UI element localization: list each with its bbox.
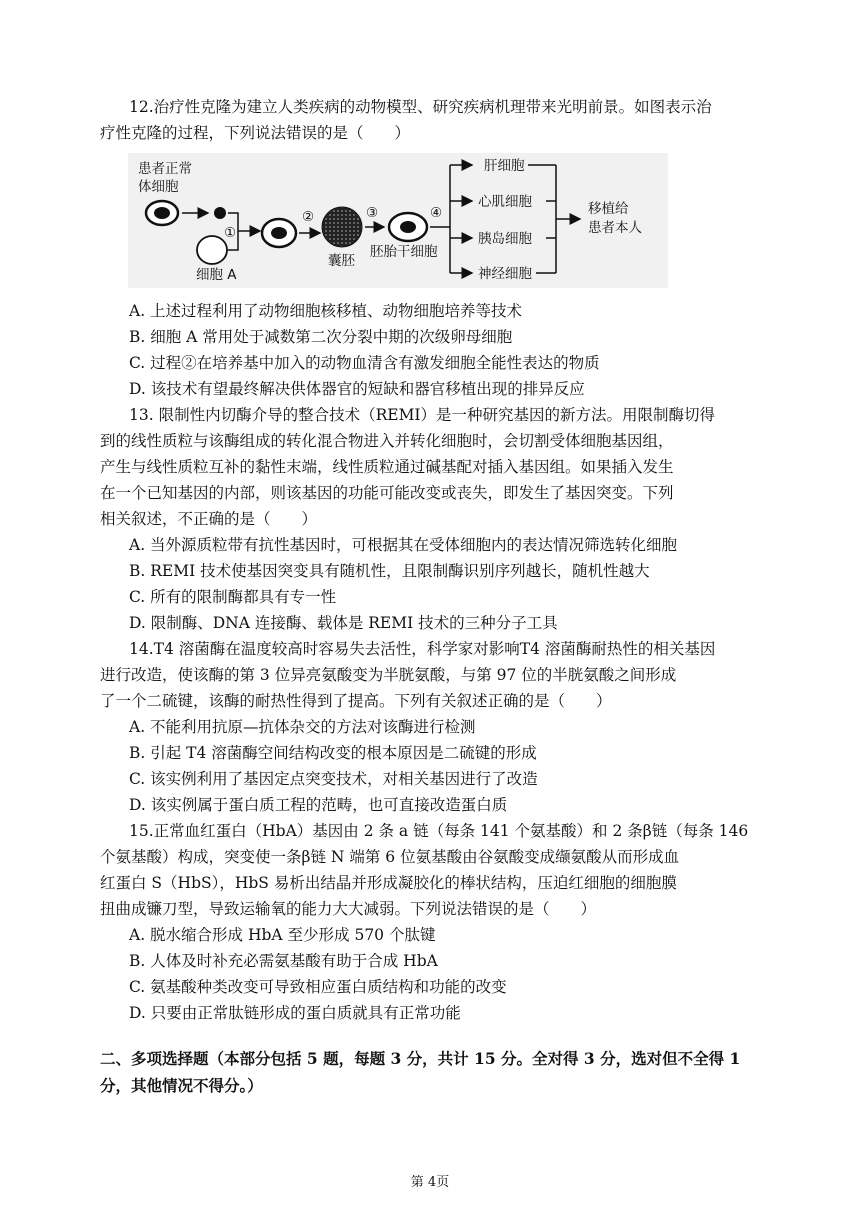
q12-option-b: B. 细胞 A 常用处于减数第二次分裂中期的次级卵母细胞 — [129, 328, 513, 346]
q14-stem-line-3: 了一个二硫键，该酶的耐热性得到了提高。下列有关叙述正确的是（ ） — [100, 692, 612, 710]
embryonic-stem-cell — [389, 213, 427, 241]
donor-label-1: 患者正常 — [138, 161, 192, 177]
donor-label-2: 体细胞 — [138, 179, 179, 195]
q13-option-c: C. 所有的限制酶都具有专一性 — [129, 588, 337, 606]
blastocyst — [322, 207, 362, 247]
donor-nucleus — [214, 207, 226, 219]
q12-option-c: C. 过程②在培养基中加入的动物血清含有激发细胞全能性表达的物质 — [129, 354, 600, 372]
q15-stem-line-3: 红蛋白 S（HbS），HbS 易析出结晶并形成凝胶化的棒状结构，压迫红细胞的细胞膜 — [100, 874, 677, 892]
therapeutic-cloning-diagram — [128, 153, 668, 288]
q13-option-a: A. 当外源质粒带有抗性基因时，可根据其在受体细胞内的表达情况筛选转化细胞 — [129, 536, 678, 554]
q13-stem-line-5: 相关叙述，不正确的是（ ） — [100, 510, 318, 528]
branch-nerve-cell: 神经细胞 — [478, 266, 532, 282]
step-4: ④ — [430, 205, 443, 221]
q15-stem-line-4: 扭曲成镰刀型，导致运输氧的能力大大减弱。下列说法错误的是（ ） — [100, 900, 597, 918]
donor-cell — [146, 201, 178, 225]
q15-option-a: A. 脱水缩合形成 HbA 至少形成 570 个肽键 — [129, 926, 436, 944]
q12-option-a: A. 上述过程利用了动物细胞核移植、动物细胞培养等技术 — [129, 302, 523, 320]
stem-cell-label: 胚胎干细胞 — [370, 244, 438, 260]
q14-option-a: A. 不能利用抗原—抗体杂交的方法对该酶进行检测 — [129, 718, 476, 736]
section-2-heading-line-1: 二、多项选择题（本部分包括 5 题，每题 3 分，共计 15 分。全对得 3 分，选对但不全得 1 — [100, 1049, 741, 1068]
section-2-heading-line-2: 分，其他情况不得分。） — [100, 1076, 263, 1095]
cell-a — [197, 236, 227, 264]
q14-option-b: B. 引起 T4 溶菌酶空间结构改变的根本原因是二硫键的形成 — [129, 744, 537, 762]
q12-stem-line-2: 疗性克隆的过程，下列说法错误的是（ ） — [100, 124, 411, 142]
q15-option-c: C. 氨基酸种类改变可导致相应蛋白质结构和功能的改变 — [129, 978, 507, 996]
step-2: ② — [302, 209, 315, 225]
q12-option-d: D. 该技术有望最终解决供体器官的短缺和器官移植出现的排异反应 — [129, 380, 585, 398]
q15-stem-line-1: 15.正常血红蛋白（HbA）基因由 2 条 a 链（每条 141 个氨基酸）和 2 条β链（每条 146 — [129, 822, 749, 840]
branch-cardiomyocyte: 心肌细胞 — [478, 194, 532, 210]
q14-option-d: D. 该实例属于蛋白质工程的范畴，也可直接改造蛋白质 — [129, 796, 508, 814]
q13-stem-line-4: 在一个已知基因的内部，则该基因的功能可能改变或丧失，即发生了基因突变。下列 — [100, 484, 674, 502]
diagram-svg — [128, 153, 668, 288]
q15-stem-line-2: 个氨基酸）构成，突变使一条β链 N 端第 6 位氨基酸由谷氨酸变成缬氨酸从而形成血 — [100, 848, 680, 866]
q13-stem-line-2: 到的线性质粒与该酶组成的转化混合物进入并转化细胞时，会切割受体细胞基因组， — [100, 432, 674, 450]
reconstructed-cell — [262, 219, 296, 247]
branch-islet-cell: 胰岛细胞 — [478, 231, 532, 247]
blastocyst-label: 囊胚 — [328, 253, 355, 269]
q13-stem-line-1: 13. 限制性内切酶介导的整合技术（REMI）是一种研究基因的新方法。用限制酶切得 — [129, 406, 716, 424]
transplant-label-2: 患者本人 — [588, 220, 642, 236]
page-number: 第 4页 — [410, 1175, 450, 1190]
q13-option-d: D. 限制酶、DNA 连接酶、载体是 REMI 技术的三种分子工具 — [129, 614, 558, 632]
q13-stem-line-3: 产生与线性质粒互补的黏性末端，线性质粒通过碱基配对插入基因组。如果插入发生 — [100, 458, 674, 476]
q12-stem-line-1: 12.治疗性克隆为建立人类疾病的动物模型、研究疾病机理带来光明前景。如图表示治 — [129, 98, 712, 116]
transplant-label-1: 移植给 — [588, 201, 629, 217]
q15-option-d: D. 只要由正常肽链形成的蛋白质就具有正常功能 — [129, 1004, 461, 1022]
step-3: ③ — [366, 205, 379, 221]
q14-option-c: C. 该实例利用了基因定点突变技术，对相关基因进行了改造 — [129, 770, 538, 788]
q15-option-b: B. 人体及时补充必需氨基酸有助于合成 HbA — [129, 952, 438, 970]
q14-stem-line-1: 14.T4 溶菌酶在温度较高时容易失去活性，科学家对影响T4 溶菌酶耐热性的相关基因 — [129, 640, 716, 658]
q13-option-b: B. REMI 技术使基因突变具有随机性，且限制酶识别序列越长，随机性越大 — [129, 562, 650, 580]
step-1: ① — [224, 225, 237, 241]
q14-stem-line-2: 进行改造，使该酶的第 3 位异亮氨酸变为半胱氨酸，与第 97 位的半胱氨酸之间形成 — [100, 666, 677, 684]
cell-a-label: 细胞 A — [196, 267, 237, 283]
branch-liver-cell: 肝细胞 — [484, 158, 525, 174]
